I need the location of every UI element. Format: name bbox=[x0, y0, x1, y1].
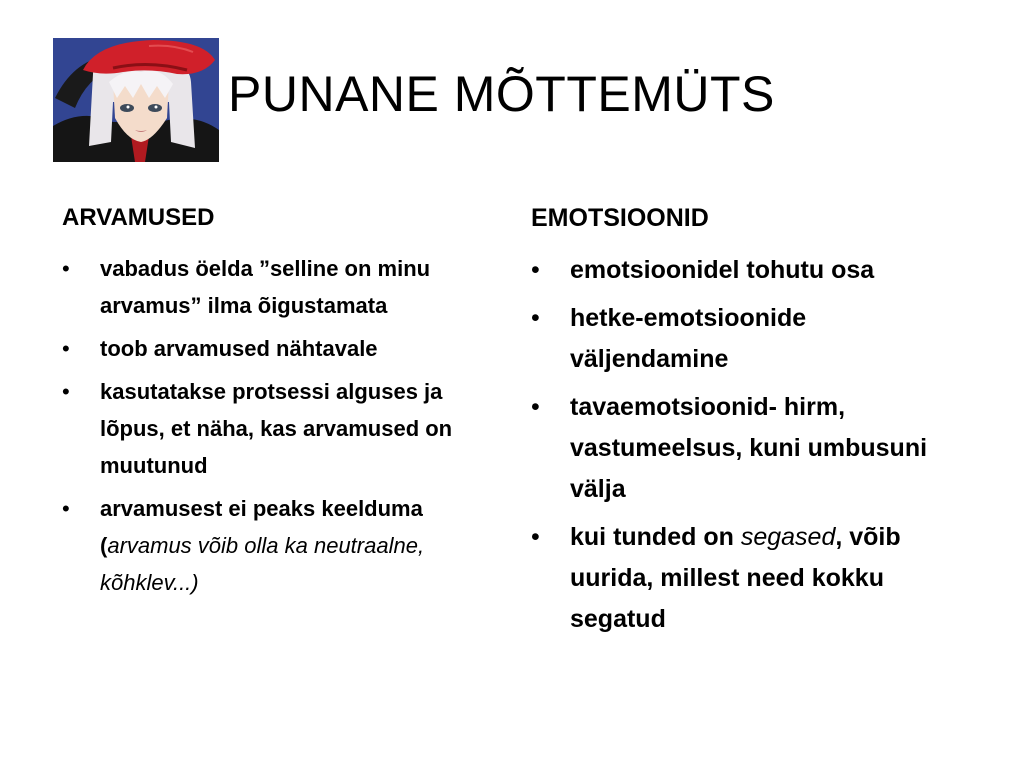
left-column-heading: ARVAMUSED bbox=[62, 204, 215, 231]
list-item bbox=[531, 387, 971, 510]
slide-title: PUNANE MÕTTEMÜTS bbox=[228, 66, 775, 122]
left-bullet-list bbox=[62, 250, 492, 601]
right-column-heading: EMOTSIOONID bbox=[531, 204, 709, 232]
list-item bbox=[531, 298, 971, 380]
list-item-text: arvamusest ei peaks keelduma ( bbox=[100, 496, 423, 558]
avatar-illustration-icon bbox=[53, 38, 219, 162]
bullet-icon: • bbox=[62, 379, 70, 404]
list-item-italic-text: arvamus võib olla ka neutraalne, kõhklev...) bbox=[100, 533, 425, 595]
bullet-icon: • bbox=[531, 256, 540, 284]
list-item bbox=[531, 250, 971, 291]
bullet-icon: • bbox=[62, 256, 70, 281]
list-item bbox=[62, 330, 492, 367]
right-column bbox=[531, 200, 971, 647]
bullet-icon: • bbox=[531, 393, 540, 421]
list-item-text: kasutatakse protsessi alguses ja lõpus, et näha, kas arvamused on muutunud bbox=[100, 379, 453, 478]
list-item-text-after: , võib uurida, millest need kokku segatud bbox=[570, 523, 901, 633]
list-item bbox=[62, 250, 492, 324]
bullet-icon: • bbox=[62, 336, 70, 361]
list-item-text: vabadus öelda ”selline on minu arvamus” ilma õigustamata bbox=[100, 256, 431, 318]
list-item bbox=[531, 517, 971, 640]
list-item bbox=[62, 373, 492, 484]
list-item-text: emotsioonidel tohutu osa bbox=[570, 256, 875, 284]
bullet-icon: • bbox=[62, 496, 70, 521]
bullet-icon: • bbox=[531, 304, 540, 332]
avatar bbox=[53, 38, 219, 162]
right-bullet-list bbox=[531, 250, 971, 640]
list-item-text: kui tunded on bbox=[570, 523, 741, 551]
left-column bbox=[62, 200, 492, 607]
bullet-icon: • bbox=[531, 523, 540, 551]
list-item bbox=[62, 490, 492, 601]
list-item-text: toob arvamused nähtavale bbox=[100, 336, 378, 361]
list-item-text: tavaemotsioonid- hirm, vastumeelsus, kuni umbusuni välja bbox=[570, 393, 928, 503]
list-item-text: hetke-emotsioonide väljendamine bbox=[570, 304, 807, 373]
list-item-italic-text: segased bbox=[740, 523, 836, 551]
